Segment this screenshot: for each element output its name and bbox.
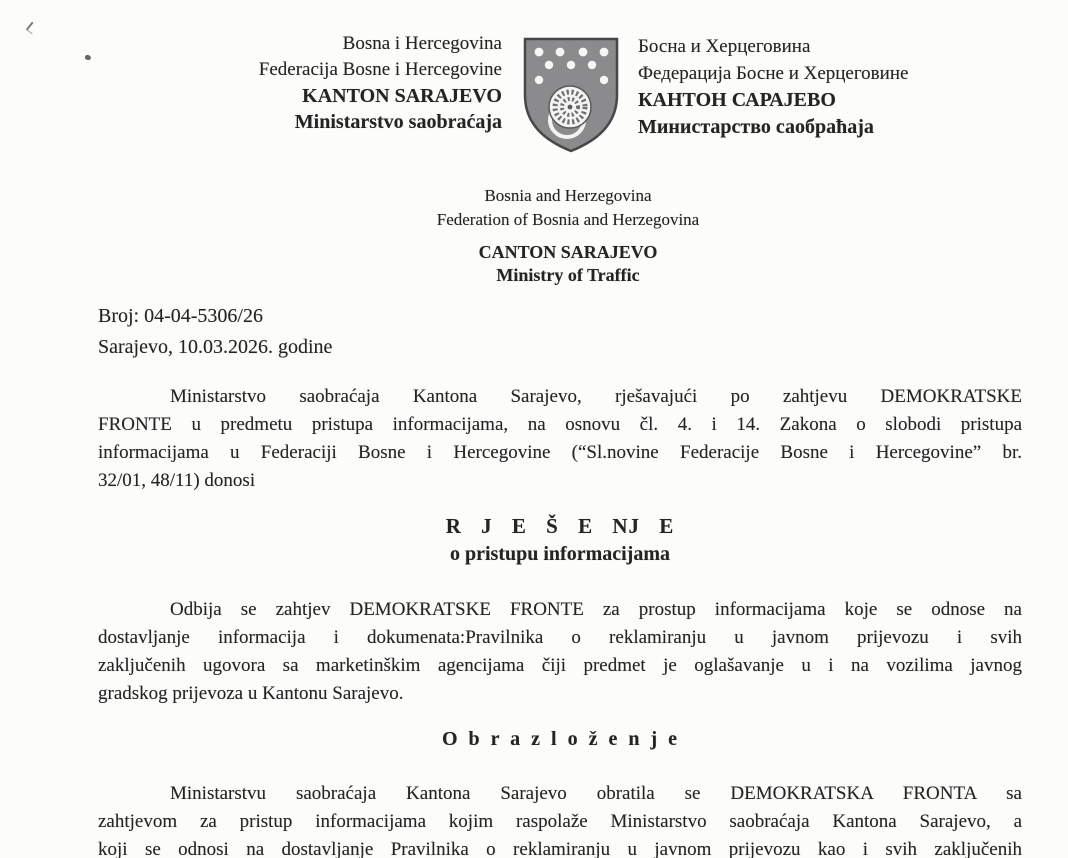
header-line: Bosna i Hercegovina bbox=[342, 33, 502, 54]
paragraph-line: zaključenih ugovora sa marketinškim agencijama čiji predmet je oglašavanje u i na vozilima javnog bbox=[98, 655, 1022, 676]
header-line-ministry: Министарство саобраћаја bbox=[638, 116, 874, 138]
decision-title: R J E Š E NJ E bbox=[445, 514, 675, 538]
header-line: Bosnia and Herzegovina bbox=[484, 186, 652, 205]
paragraph-decision bbox=[98, 596, 1022, 708]
paragraph-line: gradskog prijevoza u Kantonu Sarajevo. bbox=[98, 683, 404, 704]
header-line: Federacija Bosne i Hercegovine bbox=[258, 59, 502, 80]
paragraph-line: FRONTE u predmetu pristupa informacijama, na osnovu čl. 4. i 14. Zakona o slobodi pristupa bbox=[98, 414, 1022, 435]
header-line-ministry: Ministry of Traffic bbox=[496, 265, 640, 285]
decision-subtitle: o pristupu informacijama bbox=[450, 543, 670, 565]
decision-heading bbox=[98, 512, 1022, 568]
scan-speck-artifact bbox=[84, 54, 91, 61]
header-line-canton: CANTON SARAJEVO bbox=[478, 242, 658, 262]
paragraph-line: dostavljanje informacija i dokumenata:Pravilnika o reklamiranju u javnom prijevozu i svih bbox=[98, 627, 1022, 648]
paragraph-line: 32/01, 48/11) donosi bbox=[98, 470, 256, 491]
header-line: Босна и Херцеговина bbox=[638, 36, 811, 57]
header-line: Federation of Bosnia and Herzegovina bbox=[436, 210, 700, 229]
paragraph-explanation bbox=[98, 780, 1022, 858]
paragraph-intro bbox=[98, 383, 1022, 495]
paragraph-line: koji se odnosi na dostavljanje Pravilnika o reklamiranju u javnom prijevozu kao i svih zaključenih bbox=[98, 839, 1022, 858]
paragraph-line: zahtjevom za pristup informacijama kojim raspolaže Ministarstvo saobraćaja Kantona Sarajevo, a bbox=[98, 811, 1022, 832]
header-line: Федерација Босне и Херцеговине bbox=[638, 63, 909, 84]
header-line-canton: KANTON SARAJEVO bbox=[302, 85, 502, 107]
document-date: Sarajevo, 10.03.2026. godine bbox=[98, 336, 333, 358]
header-line-ministry: Ministarstvo saobraćaja bbox=[294, 111, 502, 133]
paragraph-line: informacijama u Federaciji Bosne i Hercegovine (“Sl.novine Federacije Bosne i Hercegovine” br. bbox=[98, 442, 1022, 463]
header-english-bold-group bbox=[333, 241, 803, 287]
paragraph-line: Ministarstvu saobraćaja Kantona Sarajevo obratila se DEMOKRATSKA FRONTA sa bbox=[170, 783, 1022, 804]
header-english-block bbox=[333, 184, 803, 287]
header-bosnian-block bbox=[160, 31, 502, 135]
document-meta bbox=[98, 301, 332, 363]
canton-sarajevo-shield-icon bbox=[517, 32, 625, 154]
document-number: Broj: 04-04-5306/26 bbox=[98, 305, 263, 327]
scan-speck-artifact bbox=[26, 22, 38, 35]
explanation-heading bbox=[98, 728, 1022, 751]
paragraph-line: Ministarstvo saobraćaja Kantona Sarajevo, rješavajući po zahtjevu DEMOKRATSKE bbox=[170, 386, 1022, 407]
header-line-canton: КАНТОН САРАЈЕВО bbox=[638, 89, 836, 111]
coat-of-arms bbox=[517, 32, 625, 154]
paragraph-line: Odbija se zahtjev DEMOKRATSKE FRONTE za prostup informacijama koje se odnose na bbox=[170, 599, 1022, 620]
header-cyrillic-block bbox=[638, 33, 1018, 141]
explanation-title: O b r a z l o ž e n j e bbox=[441, 728, 679, 750]
